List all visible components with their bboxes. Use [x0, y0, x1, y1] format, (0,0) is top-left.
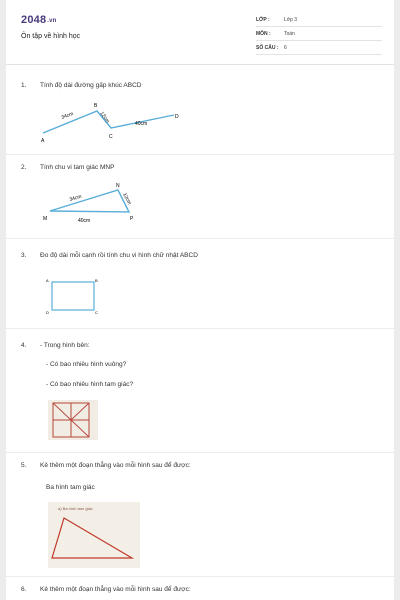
question-count-field — [256, 42, 382, 55]
point-m-label: M — [43, 216, 48, 222]
squares-triangles-figure — [48, 400, 98, 440]
point-c-label: C — [109, 134, 113, 140]
subject-label: MÔN : — [256, 31, 271, 37]
question-number: 2. — [21, 164, 27, 171]
segment-ab-length: 34cm — [60, 111, 75, 121]
worksheet — [6, 0, 394, 600]
logo-suffix: .vn — [47, 18, 57, 24]
question-number: 6. — [21, 586, 27, 593]
question-number: 5. — [21, 462, 27, 469]
triangle-mnp — [50, 190, 129, 212]
corner-c-label: C — [95, 310, 98, 315]
header — [6, 0, 394, 65]
logo-text: 2048 — [21, 14, 47, 26]
divider — [6, 452, 394, 453]
grid-figure-photo — [48, 400, 98, 440]
segment-bc-length: 12cm — [98, 110, 111, 125]
corner-a-label: A — [46, 278, 49, 283]
divider — [6, 154, 394, 155]
point-b-label: B — [94, 103, 98, 109]
corner-b-label: B — [95, 278, 98, 283]
rectangle-abcd — [52, 282, 94, 310]
question-5-line-1: Ba hình tam giác — [46, 484, 95, 491]
question-number: 4. — [21, 342, 27, 349]
question-text: Kẻ thêm một đoạn thẳng vào mỗi hình sau để được: — [40, 586, 191, 593]
question-text: Đo độ dài mỗi cạnh rồi tính chu vi hình chữ nhật ABCD — [40, 252, 198, 259]
question-text: Tính độ dài đường gấp khúc ABCD — [40, 82, 142, 89]
class-value: Lớp 3 — [284, 17, 298, 23]
divider — [6, 238, 394, 239]
triangle-figure — [6, 178, 206, 230]
question-text: - Trong hình bên: — [40, 342, 90, 349]
corner-d-label: D — [46, 310, 49, 315]
question-4-line-2: - Có bao nhiêu hình tam giác? — [46, 381, 134, 388]
question-number: 1. — [21, 82, 27, 89]
logo[interactable] — [21, 14, 57, 26]
question-text: Kẻ thêm một đoạn thẳng vào mỗi hình sau để được: — [40, 462, 191, 469]
photo-caption: a) Ba hình tam giác — [58, 506, 93, 511]
class-field — [256, 14, 382, 27]
class-label: LỚP : — [256, 17, 270, 23]
side-np-length: 12cm — [121, 192, 133, 206]
question-count-label: SỐ CÂU : — [256, 45, 279, 51]
point-d-label: D — [175, 114, 179, 120]
subject-field — [256, 28, 382, 41]
segment-cd-length: 40cm — [135, 121, 148, 127]
rectangle-figure — [6, 272, 206, 318]
divider — [6, 576, 394, 577]
question-text: Tính chu vi tam giác MNP — [40, 164, 115, 171]
polyline-figure — [6, 98, 206, 148]
triangle-drawing — [48, 502, 140, 568]
side-mn-length: 34cm — [68, 193, 83, 203]
point-n-label: N — [116, 183, 120, 189]
question-count-value: 6 — [284, 45, 287, 51]
triangle-photo — [48, 502, 140, 568]
side-mp-length: 40cm — [78, 218, 91, 224]
page-title: Ôn tập về hình học — [21, 33, 81, 40]
point-a-label: A — [41, 138, 45, 144]
divider — [6, 328, 394, 329]
question-4-line-1: - Có bao nhiêu hình vuông? — [46, 361, 127, 368]
subject-value: Toán — [284, 31, 295, 37]
point-p-label: P — [130, 216, 134, 222]
question-number: 3. — [21, 252, 27, 259]
